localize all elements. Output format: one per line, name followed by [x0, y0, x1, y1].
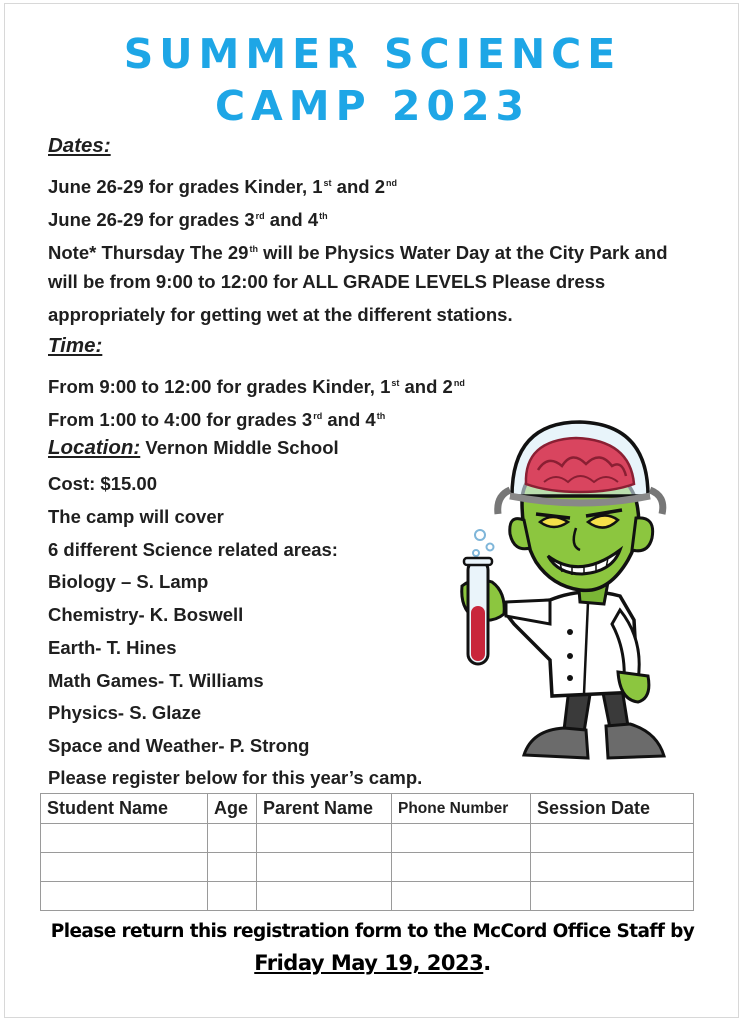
- student-name-cell[interactable]: [41, 824, 208, 853]
- time-line-1: From 9:00 to 12:00 for grades Kinder, 1st and 2nd: [48, 376, 465, 397]
- column-header-session-date: Session Date: [531, 794, 694, 824]
- column-header-phone-number: Phone Number: [392, 794, 531, 824]
- session-date-cell[interactable]: [531, 882, 694, 911]
- age-cell[interactable]: [208, 853, 257, 882]
- note-line-3: appropriately for getting wet at the different stations.: [48, 304, 513, 325]
- age-cell[interactable]: [208, 882, 257, 911]
- parent-name-cell[interactable]: [257, 824, 392, 853]
- deadline-line: Friday May 19, 2023.: [254, 951, 491, 975]
- area-math-games: Math Games- T. Williams: [48, 670, 264, 691]
- return-instruction: Please return this registration form to the McCord Office Staff by: [50, 921, 695, 942]
- registration-table: [40, 793, 694, 911]
- dates-line-1: June 26-29 for grades Kinder, 1st and 2nd: [48, 176, 398, 197]
- session-date-cell[interactable]: [531, 824, 694, 853]
- phone-number-cell[interactable]: [392, 853, 531, 882]
- deadline-date: Friday May 19, 2023: [254, 951, 484, 975]
- location-heading: Location:: [48, 436, 141, 459]
- title-line-1: SUMMER SCIENCE: [123, 30, 622, 78]
- area-biology: Biology – S. Lamp: [48, 571, 209, 592]
- phone-number-cell[interactable]: [392, 824, 531, 853]
- column-header-age: Age: [208, 794, 257, 824]
- area-chemistry: Chemistry- K. Boswell: [48, 604, 244, 625]
- session-date-cell[interactable]: [531, 853, 694, 882]
- note-line-1: Note* Thursday The 29th will be Physics Water Day at the City Park and: [48, 242, 668, 263]
- table-row: [41, 882, 694, 911]
- table-header-row: [41, 794, 694, 824]
- table-row: [41, 824, 694, 853]
- student-name-cell[interactable]: [41, 882, 208, 911]
- cover-line-2: 6 different Science related areas:: [48, 539, 338, 560]
- area-space-weather: Space and Weather- P. Strong: [48, 735, 310, 756]
- parent-name-cell[interactable]: [257, 853, 392, 882]
- register-instruction: Please register below for this year’s camp.: [48, 767, 423, 788]
- area-physics: Physics- S. Glaze: [48, 702, 202, 723]
- title-line-2: CAMP 2023: [214, 82, 531, 130]
- note-line-2: will be from 9:00 to 12:00 for ALL GRADE LEVELS Please dress: [48, 271, 606, 292]
- location-value: Vernon Middle School: [140, 437, 339, 458]
- age-cell[interactable]: [208, 824, 257, 853]
- cover-line-1: The camp will cover: [48, 506, 224, 527]
- area-earth: Earth- T. Hines: [48, 637, 177, 658]
- dates-heading: Dates:: [48, 134, 111, 157]
- column-header-parent-name: Parent Name: [257, 794, 392, 824]
- dates-line-2: June 26-29 for grades 3rd and 4th: [48, 209, 328, 230]
- cost-line: Cost: $15.00: [48, 473, 157, 494]
- table-row: [41, 853, 694, 882]
- mad-scientist-zombie-illustration: [452, 410, 674, 770]
- time-heading: Time:: [48, 334, 103, 357]
- parent-name-cell[interactable]: [257, 882, 392, 911]
- column-header-student-name: Student Name: [41, 794, 208, 824]
- location-line: [48, 437, 339, 459]
- time-line-2: From 1:00 to 4:00 for grades 3rd and 4th: [48, 409, 386, 430]
- student-name-cell[interactable]: [41, 853, 208, 882]
- phone-number-cell[interactable]: [392, 882, 531, 911]
